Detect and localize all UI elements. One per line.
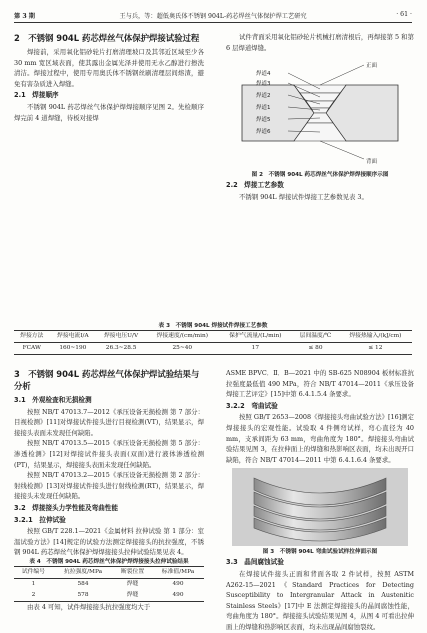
paragraph: 按照 GB/T 228.1—2021《金属材料 拉伸试验 第 1 部分：室温试验方法》[14]规定的试验方法测定焊接接头的抗拉强度，不锈钢 904L 药芯焊丝气体保护焊焊接接头拉伸试验结果见表 4。	[14, 527, 204, 557]
paragraph: 由表 4 可知，试件焊接接头抗拉强度均大于	[27, 602, 151, 611]
right-column-bottom	[226, 368, 414, 633]
table-header-row	[14, 331, 412, 343]
table-cell: 584	[77, 580, 89, 587]
label-back: 背面	[366, 159, 378, 166]
table-3	[14, 330, 412, 355]
running-title: 王与兵，等：超低奥氏体不锈钢 904L-药芯焊丝气体保护焊工艺研究	[119, 13, 307, 20]
table-cell: 578	[77, 591, 89, 598]
table-cell: 1	[31, 580, 36, 587]
paragraph: 焊接前，采用氧化铝砂轮片打磨清理坡口及其邻近区域至少各 30 mm 宽区域表面，使其露出金属光泽并使用无水乙醇进行擦洗清洁。焊接过程中，使用专用奥氏体不锈钢丝刷清理层间熔渣，避免有害杂质进入焊缝。	[14, 48, 204, 88]
section-3-2-heading: 3.2 焊接接头力学性能及弯曲性能	[14, 503, 118, 512]
section-2-heading: 2 不锈钢 904L 药芯焊丝气体保护焊接试验过程	[14, 33, 200, 43]
table-cell: 490	[172, 580, 184, 587]
table-cell: FCAW	[22, 345, 41, 351]
paragraph: 试件背面采用氧化铝砂轮片机械打磨清根后，再焊接第 5 和第 6 层焊道焊缝。	[226, 33, 414, 52]
paragraph: 按照 GB/T 2653—2008《焊接接头弯曲试验方法》[16]测定焊接接头的宏观性能。试验取 4 件侧弯试样，弯心直径为 40 mm，支承间距为 63 mm，弯曲角度为 180°。焊接接头弯曲试验结果见图 3，在拉伸面上的焊缝和热影响区表面，均未出现开口缺陷，符合 NB/T 47014—2011 中第 6.4.1.6.4 条要求。	[226, 413, 414, 464]
section-2-2-heading: 2.2 焊接工艺参数	[226, 181, 284, 190]
label-pass-6: 焊道6	[256, 129, 271, 136]
issue-number: 第 3 期	[14, 13, 35, 20]
section-3-3-heading: 3.3 晶间腐蚀试验	[226, 558, 284, 567]
table-cell: ≤ 80	[308, 345, 323, 351]
table-4	[14, 566, 204, 602]
table-cell: 160~190	[59, 345, 87, 351]
left-column-top	[14, 32, 204, 123]
label-pass-4: 焊道4	[256, 71, 271, 78]
figure-2-caption: 图 2 不锈钢 904L 药芯焊丝气体保护焊焊接顺序示图	[251, 172, 389, 179]
table-cell: 26.3~28.5	[105, 345, 137, 351]
table-row	[14, 343, 412, 355]
paragraph: 按照 NB/T 47013.2—2015《承压设备无损检测 第 2 部分：射线检测》[13]对焊接试件接头进行射线检测(RT)，结果显示，焊接接头未发现任何缺陷。	[14, 471, 204, 501]
label-pass-1: 焊道1	[256, 105, 271, 112]
table-header: 保护气流量/(L/min)	[229, 333, 282, 339]
table-cell: 2	[31, 591, 36, 598]
right-column-top	[226, 32, 414, 202]
paragraph: 按照 NB/T 47013.5—2015《承压设备无损检测 第 5 部分：渗透检测》[12]对焊接试件接头表面(双面)进行液体渗透检测(PT)，结果显示，焊接接头表面未发现任何缺陷。	[14, 439, 204, 469]
table-header: 断裂位置	[120, 568, 145, 575]
table-cell: 17	[251, 345, 260, 351]
table-header: 层间温度/℃	[299, 333, 332, 339]
page-number: · 61 ·	[396, 11, 412, 18]
section-3-2-2-heading: 3.2.2 弯曲试验	[226, 401, 278, 410]
page-header	[14, 8, 412, 23]
label-pass-5: 焊道5	[256, 117, 271, 124]
table-row	[14, 590, 204, 602]
weld-pass-1	[311, 108, 329, 113]
paragraph: ASME BPVC．Ⅱ．B—2021 中的 SB-625 N08904 板材标准抗拉强度最低值 490 MPa，符合 NB/T 47014—2011《承压设备焊接工艺评定》[15]中第 6.4.1.5.4 条要求。	[226, 369, 414, 399]
figure-3-caption: 图 3 不锈钢 904L 弯曲试验试样拉伸面示图	[262, 549, 378, 556]
table-header: 焊接热输入/(kJ/cm)	[349, 333, 402, 339]
section-3-2-1-heading: 3.2.1 拉伸试验	[14, 515, 66, 524]
paragraph: 不锈钢 904L 药芯焊丝气体保护焊焊接顺序见图 2。先检顺序焊完前 4 道焊缝，待板对接焊	[14, 102, 204, 122]
table-row	[14, 578, 204, 590]
table-header: 焊接电流I/A	[57, 333, 89, 339]
section-3-1-heading: 3.1 外观检查和无损检测	[14, 396, 92, 404]
weld-pass-2	[306, 101, 334, 108]
paragraph: 在焊接试件接头正面和背面各取 2 件试样，按照 ASTM A262-15—2021《Standard Practices for Detecting Susceptibility to Intergranular Attack in Austenitic Stainless Steels》[17]中 E 法测定焊接接头的晶间腐蚀性能，弯曲角度为 180°。焊接接头试验结果见图 4，从图 4 可看出拉伸面上的焊缝和热影响区表面，均未出现晶间腐蚀裂纹。	[226, 569, 414, 631]
paragraph: 不锈钢 904L 焊接试件焊接工艺参数见表 3。	[239, 192, 368, 201]
weld-sequence-diagram	[236, 57, 404, 169]
table-cell: 25~40	[172, 345, 193, 351]
left-column-bottom	[14, 368, 204, 613]
section-2-1-heading: 2.1 焊接顺序	[14, 91, 59, 100]
table-header: 焊接电压U/V	[103, 333, 139, 339]
table-header-row	[14, 566, 204, 578]
table-header: 标准值/MPa	[161, 568, 195, 575]
table-3-caption: 表 3 不锈钢 904L 焊接试件焊接工艺参数	[158, 323, 268, 329]
table-header: 抗拉强度/MPa	[63, 568, 103, 575]
table-4-caption: 表 4 不锈钢 904L 药芯焊丝气体保护焊焊接接头拉伸试验结果	[29, 558, 189, 565]
label-front: 正面	[366, 63, 378, 70]
table-cell: 焊缝	[126, 591, 139, 598]
table-header: 焊接方法	[20, 333, 44, 339]
label-pass-3: 焊道3	[256, 81, 271, 88]
table-cell: ≤ 12	[368, 345, 383, 351]
bend-test-photo	[232, 468, 408, 546]
table-cell: 焊缝	[126, 580, 139, 587]
label-pass-2: 焊道2	[256, 93, 271, 100]
table-3-block	[14, 322, 412, 355]
paragraph: 按照 NB/T 47013.7—2012《承压设备无损检测 第 7 部分：目视检测》[11]对焊接试件接头进行目视检测(VT)，结果显示，焊接接头表面未发现任何缺陷。	[14, 407, 204, 437]
table-header: 焊接速度/(cm/min)	[156, 333, 209, 339]
table-cell: 490	[172, 591, 184, 598]
table-header: 试件编号	[21, 568, 46, 575]
section-3-heading: 3 不锈钢 904L 药芯焊丝气体保护焊试验结果与分析	[14, 369, 200, 391]
